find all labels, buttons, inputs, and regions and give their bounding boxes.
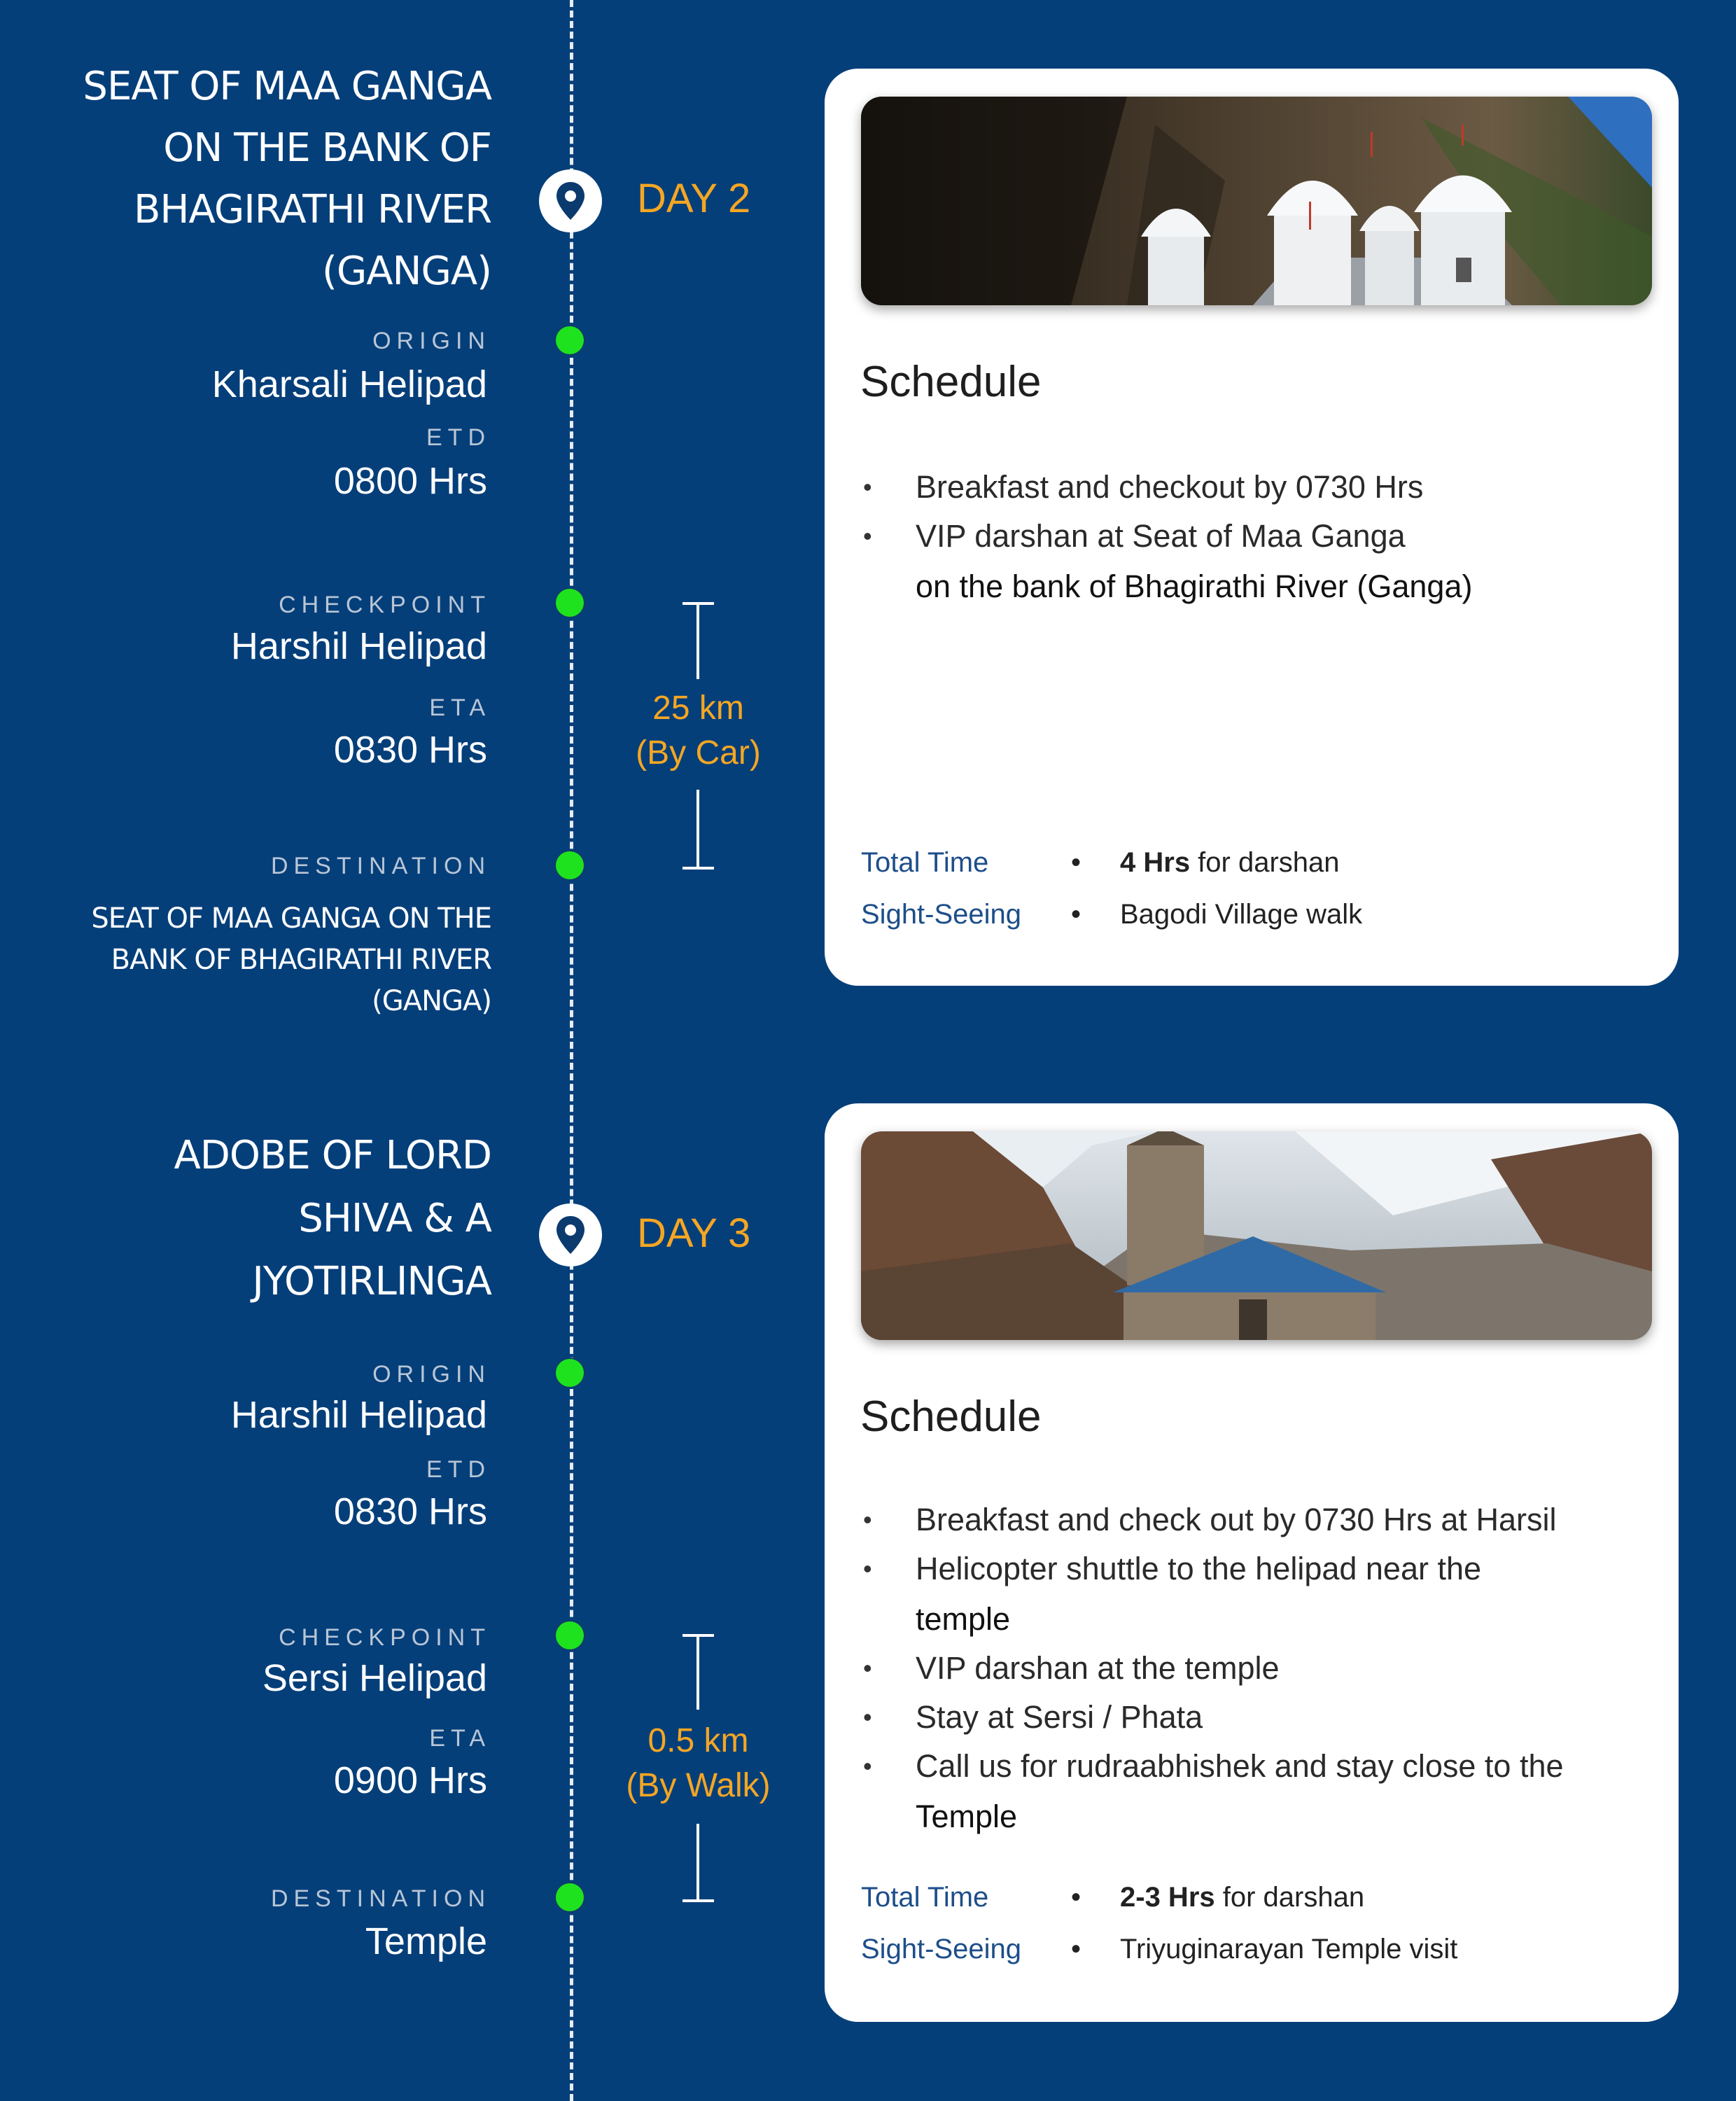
- checkpoint-value: Harshil Helipad: [230, 625, 487, 667]
- etd-caption: ETD: [426, 1456, 491, 1483]
- checkpoint-dot: [556, 589, 584, 617]
- distance-bracket-upper: [696, 602, 699, 679]
- total-time-value: 4 Hrs for darshan: [1120, 847, 1340, 878]
- total-time-label: Total Time: [861, 847, 989, 878]
- origin-value: Harshil Helipad: [230, 1394, 487, 1436]
- map-pin-icon: [539, 1203, 602, 1266]
- destination-dot: [556, 1883, 584, 1911]
- origin-value: Kharsali Helipad: [211, 363, 487, 405]
- schedule-item: • VIP darshan at Seat of Maa Ganga: [863, 512, 1654, 561]
- schedule-item-continuation: on the bank of Bhagirathi River (Ganga): [916, 568, 1473, 604]
- schedule-item-continuation: temple: [916, 1601, 1011, 1637]
- checkpoint-value: Sersi Helipad: [262, 1657, 487, 1699]
- kedarnath-temple-photo: [861, 1131, 1652, 1340]
- day-label: DAY 3: [637, 1210, 751, 1256]
- schedule-heading: Schedule: [860, 358, 1042, 406]
- distance-bracket-lower: [696, 790, 699, 868]
- distance-bracket-bottom: [682, 1899, 714, 1902]
- schedule-heading: Schedule: [860, 1392, 1042, 1441]
- gangotri-temple-photo: [861, 97, 1652, 305]
- distance-label: 25 km (By Car): [636, 690, 761, 772]
- schedule-item: • Stay at Sersi / Phata: [863, 1693, 1654, 1742]
- bullet-dot: •: [1071, 847, 1082, 878]
- sight-seeing-value: Triyuginarayan Temple visit: [1120, 1934, 1458, 1964]
- schedule-item: • Helicopter shuttle to the helipad near the: [863, 1544, 1654, 1593]
- distance-label: 0.5 km (By Walk): [626, 1722, 771, 1804]
- eta-caption: ETA: [429, 694, 491, 721]
- bullet-dot: •: [1071, 1934, 1082, 1964]
- eta-value: 0830 Hrs: [333, 729, 487, 771]
- day-label: DAY 2: [637, 176, 751, 221]
- checkpoint-dot: [556, 1621, 584, 1649]
- sight-seeing-label: Sight-Seeing: [861, 1934, 1022, 1964]
- destination-value: Temple: [365, 1920, 487, 1962]
- distance-bracket-bottom: [682, 867, 714, 870]
- total-time-value: 2-3 Hrs for darshan: [1120, 1882, 1365, 1913]
- eta-value: 0900 Hrs: [333, 1759, 487, 1801]
- origin-caption: ORIGIN: [372, 1361, 491, 1388]
- day-3-schedule-card: [825, 1103, 1679, 2022]
- destination-caption: DESTINATION: [270, 853, 491, 879]
- destination-value: SEAT OF MAA GANGA ON THE BANK OF BHAGIRATHI RIVER (GANGA): [91, 902, 491, 1017]
- origin-dot: [556, 326, 584, 354]
- bullet-dot: •: [1071, 1882, 1082, 1913]
- day-2-schedule-card: [825, 69, 1679, 986]
- bullet-dot: •: [1071, 899, 1082, 930]
- schedule-item: • Breakfast and check out by 0730 Hrs at Harsil: [863, 1495, 1654, 1544]
- checkpoint-caption: CHECKPOINT: [279, 592, 491, 618]
- schedule-list: [863, 1644, 1654, 1791]
- origin-dot: [556, 1359, 584, 1387]
- timeline-line: [570, 0, 573, 2101]
- schedule-list: [863, 463, 1654, 561]
- schedule-item: • Call us for rudraabhishek and stay close to the: [863, 1742, 1654, 1791]
- day-3-title: ADOBE OF LORD SHIVA & A JYOTIRLINGA: [174, 1133, 491, 1304]
- day-2-title: SEAT OF MAA GANGA ON THE BANK OF BHAGIRATHI RIVER (GANGA): [83, 64, 491, 294]
- schedule-item-continuation: Temple: [916, 1799, 1018, 1834]
- schedule-item: • Breakfast and checkout by 0730 Hrs: [863, 463, 1654, 512]
- eta-caption: ETA: [429, 1725, 491, 1752]
- schedule-list: [863, 1495, 1654, 1593]
- schedule-item: • VIP darshan at the temple: [863, 1644, 1654, 1693]
- checkpoint-caption: CHECKPOINT: [279, 1624, 491, 1651]
- etd-value: 0830 Hrs: [333, 1491, 487, 1533]
- etd-caption: ETD: [426, 424, 491, 451]
- sight-seeing-value: Bagodi Village walk: [1120, 899, 1363, 930]
- sight-seeing-label: Sight-Seeing: [861, 899, 1022, 930]
- map-pin-icon: [539, 169, 602, 232]
- etd-value: 0800 Hrs: [333, 460, 487, 502]
- destination-dot: [556, 851, 584, 879]
- total-time-label: Total Time: [861, 1882, 989, 1913]
- origin-caption: ORIGIN: [372, 328, 491, 354]
- distance-bracket-lower: [696, 1824, 699, 1901]
- distance-bracket-upper: [696, 1634, 699, 1710]
- destination-caption: DESTINATION: [270, 1885, 491, 1912]
